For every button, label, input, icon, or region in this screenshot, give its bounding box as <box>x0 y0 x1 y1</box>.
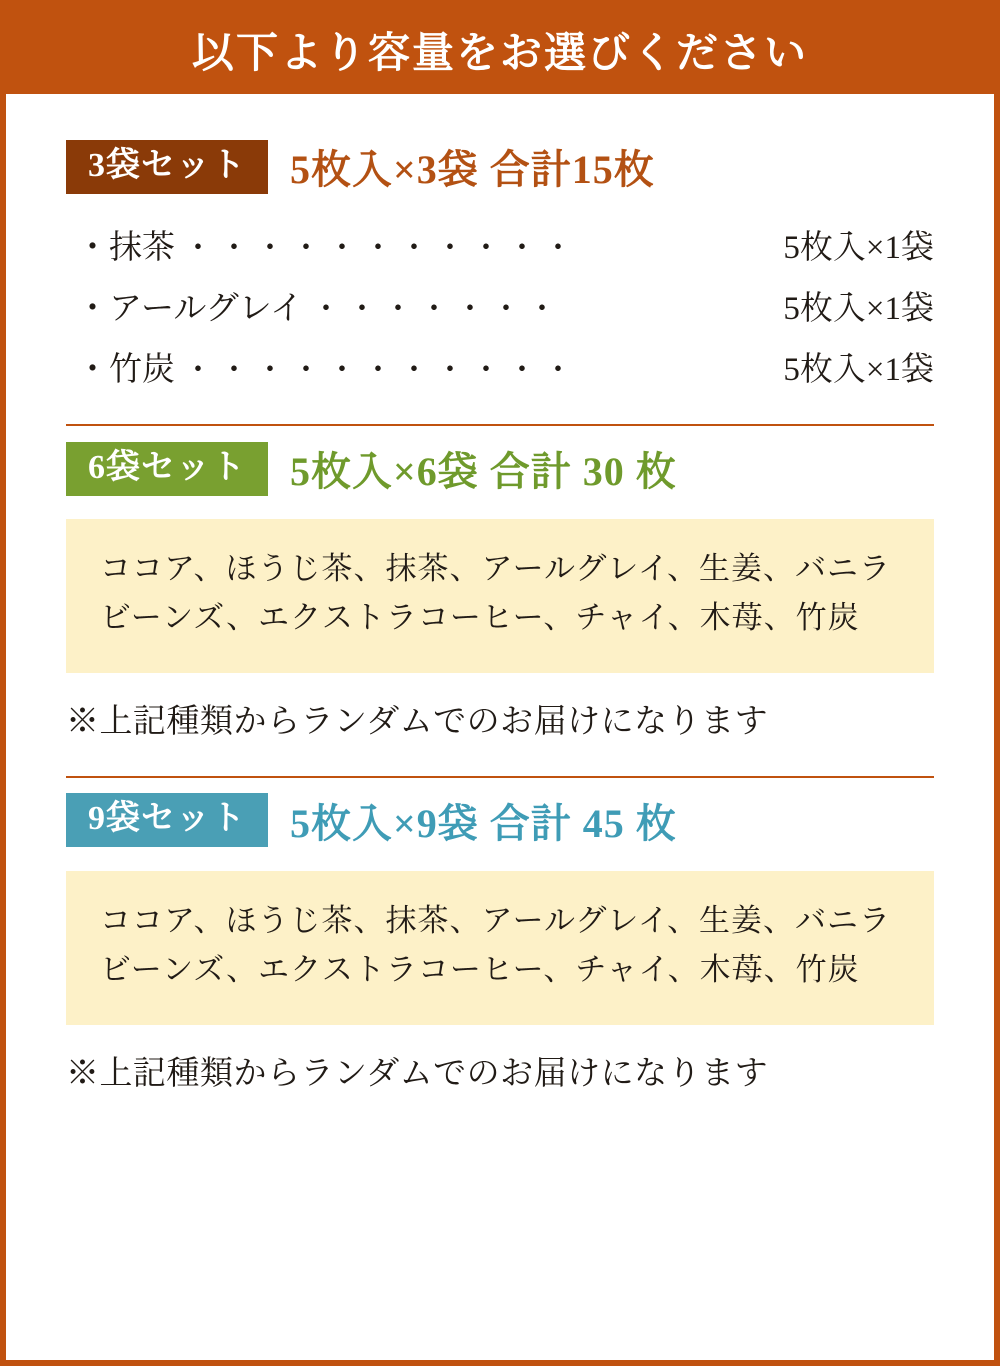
set-3-tag: 3袋セット <box>66 140 268 194</box>
set-6-tag: 6袋セット <box>66 442 268 496</box>
flavor-name: ・竹炭 <box>76 352 175 388</box>
list-item <box>76 221 934 268</box>
set-3-flavor-list <box>66 221 934 390</box>
panel-title: 以下より容量をお選びください <box>191 31 808 77</box>
set-option-3[interactable] <box>66 124 934 390</box>
flavor-name: ・アールグレイ <box>76 291 304 327</box>
flavor-dot-leader: ・・・・・・・・・・・ <box>183 232 579 265</box>
flavor-quantity: 5枚入×1袋 <box>783 352 934 388</box>
set-9-assortment-box: ココア、ほうじ茶、抹茶、アールグレイ、生姜、バニラビーンズ、エクストラコーヒー、チャイ、木苺、竹炭 <box>66 871 934 1025</box>
set-6-note: ※上記種類からランダムでのお届けになります <box>66 703 769 740</box>
flavor-quantity: 5枚入×1袋 <box>783 230 934 266</box>
set-9-header <box>66 792 934 849</box>
set-option-6[interactable] <box>66 426 934 742</box>
set-option-9[interactable] <box>66 778 934 1094</box>
set-9-tag: 9袋セット <box>66 793 268 847</box>
set-6-assortment-box: ココア、ほうじ茶、抹茶、アールグレイ、生姜、バニラビーンズ、エクストラコーヒー、チャイ、木苺、竹炭 <box>66 519 934 673</box>
panel-header <box>6 6 994 94</box>
flavor-name: ・抹茶 <box>76 230 175 266</box>
flavor-quantity: 5枚入×1袋 <box>783 291 934 327</box>
set-9-title: 5枚入×9袋 合計 45 枚 <box>290 800 677 846</box>
panel-content <box>6 94 994 1104</box>
set-3-header <box>66 138 934 195</box>
list-item <box>76 282 934 329</box>
set-6-header <box>66 440 934 497</box>
set-9-note: ※上記種類からランダムでのお届けになります <box>66 1055 769 1092</box>
set-3-title: 5枚入×3袋 合計15枚 <box>290 147 655 192</box>
flavor-dot-leader: ・・・・・・・ <box>311 293 564 326</box>
flavor-dot-leader: ・・・・・・・・・・・ <box>183 354 579 387</box>
list-item <box>76 343 934 390</box>
set-6-title: 5枚入×6袋 合計 30 枚 <box>290 449 677 494</box>
